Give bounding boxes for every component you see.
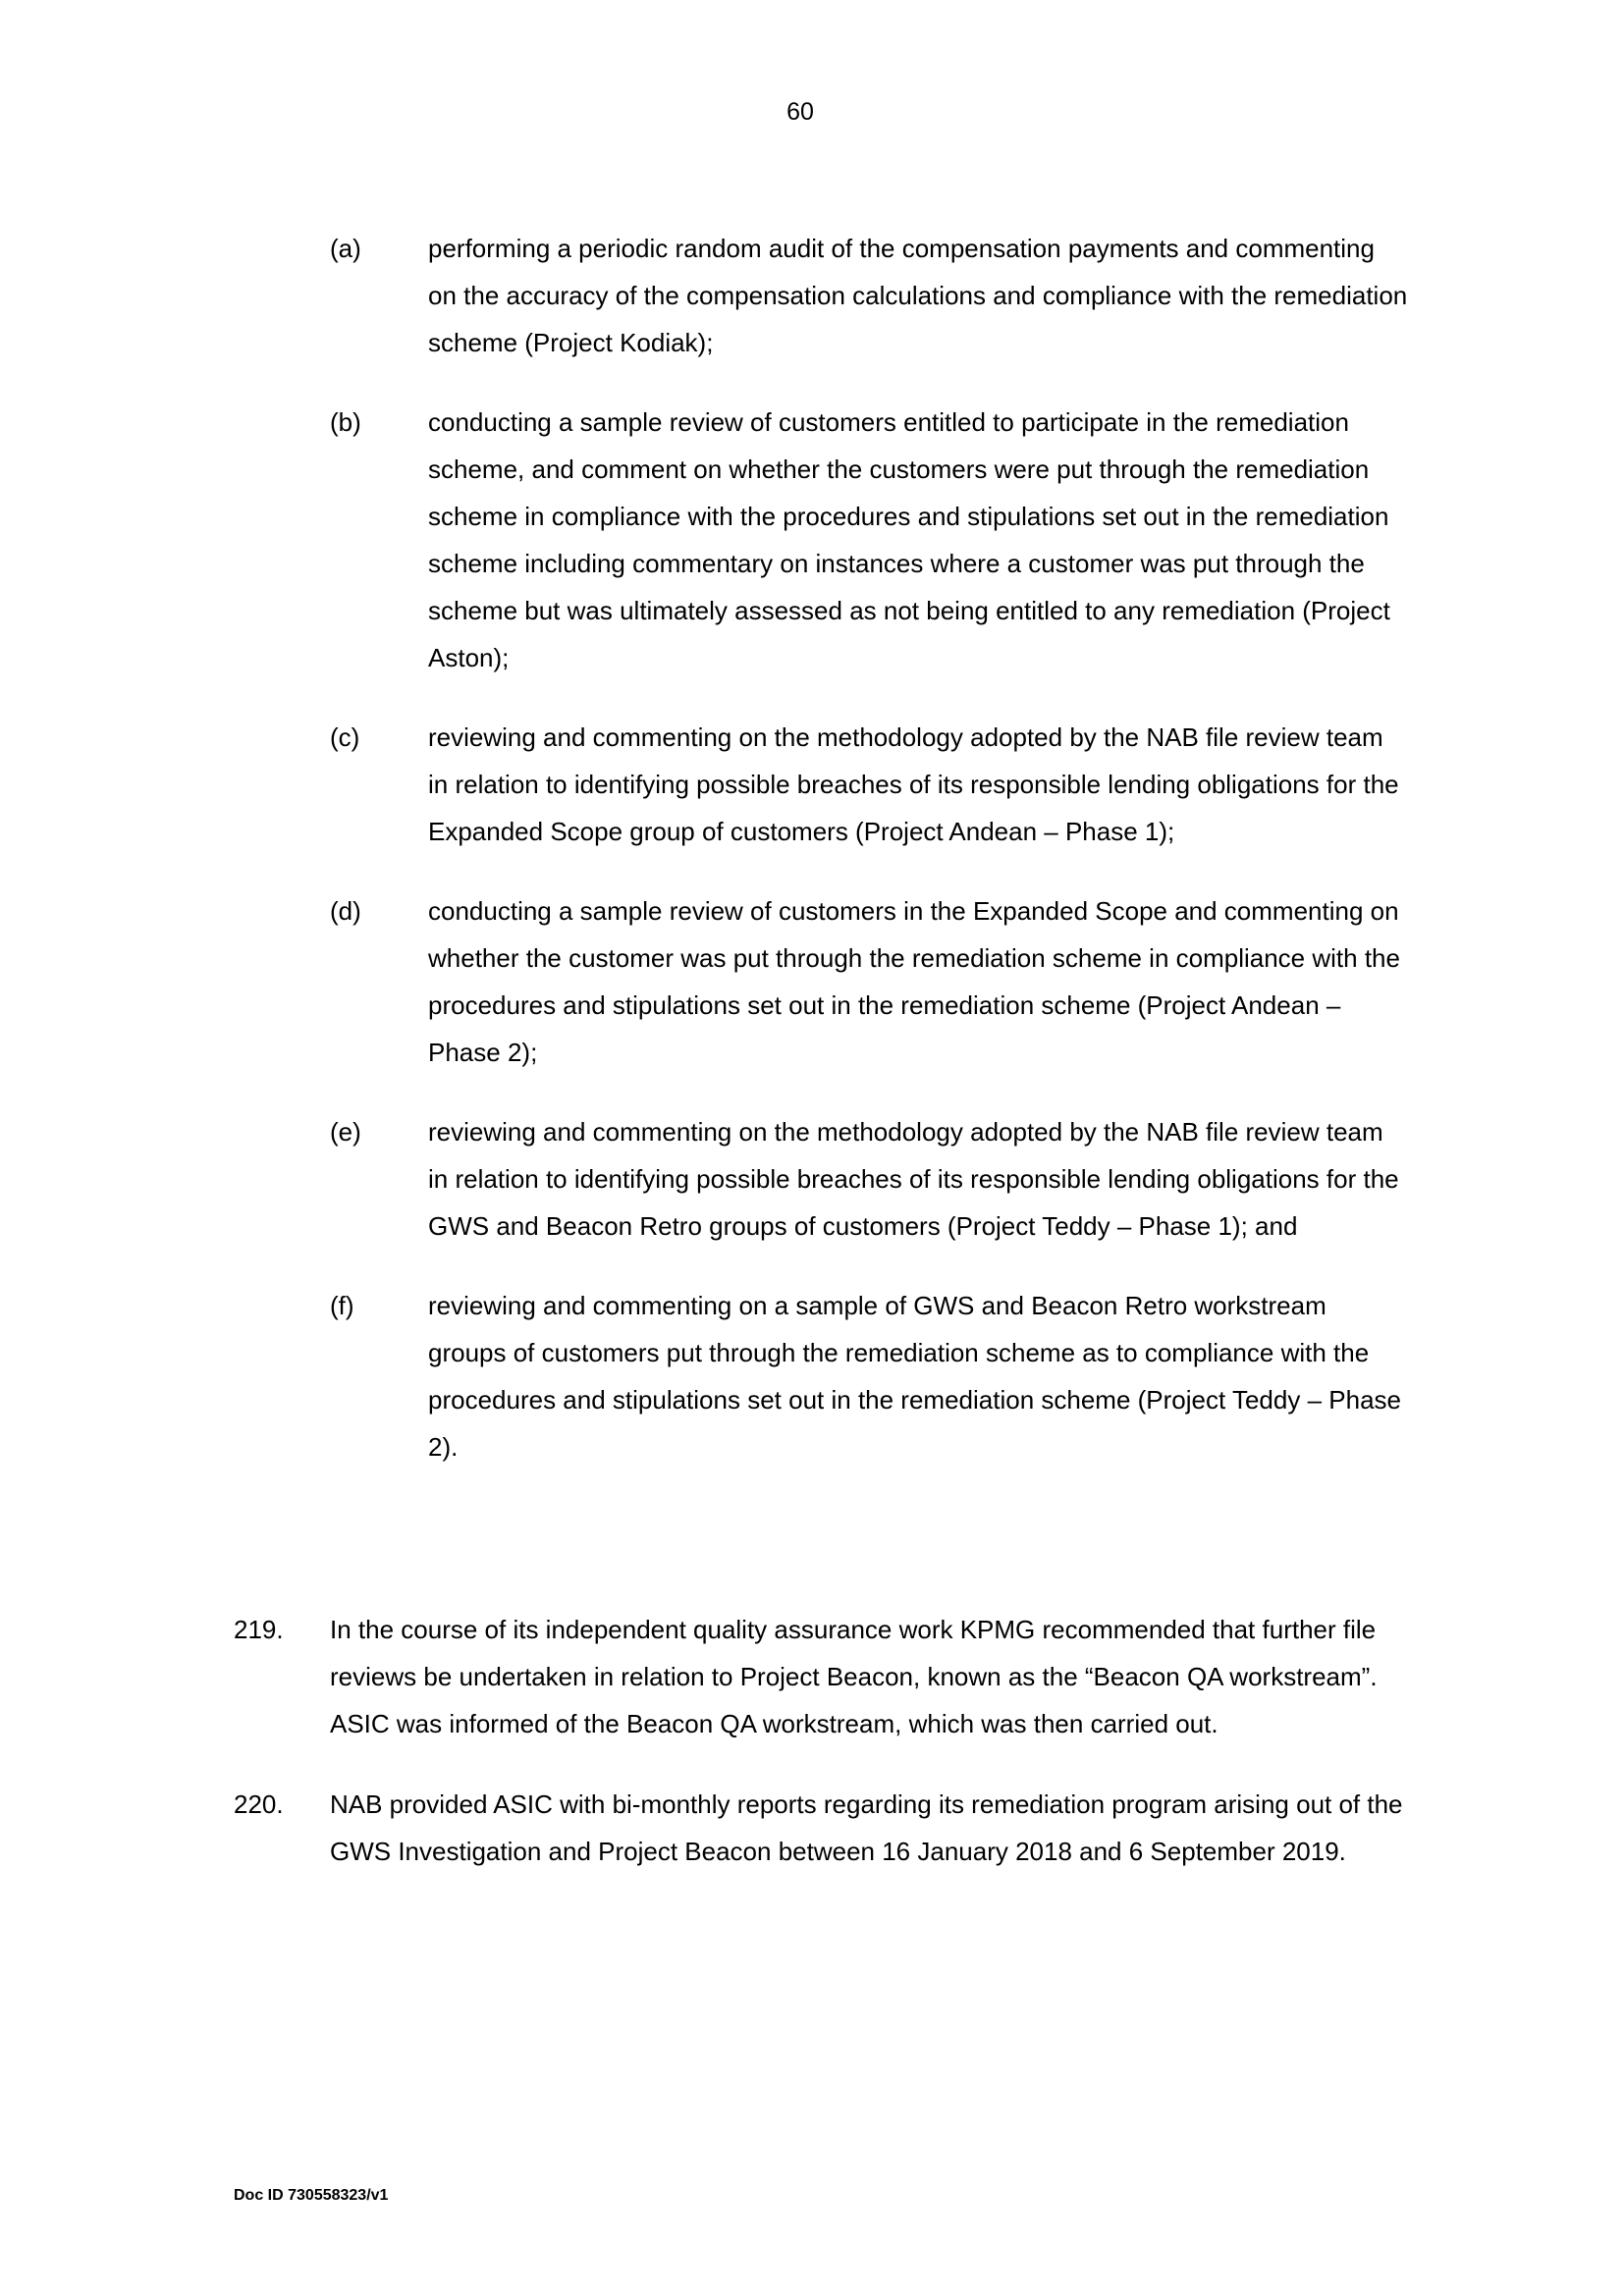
sub-paragraph-text: reviewing and commenting on a sample of GWS and Beacon Retro workstream groups of customers put through the remediation scheme as to compliance with the procedures and stipulations set out in the remediation scheme (Project Teddy – Phase 2). — [428, 1291, 1401, 1462]
sub-paragraph-e — [330, 1108, 1420, 1250]
sub-paragraph-d — [330, 887, 1420, 1076]
sub-paragraph-a — [330, 225, 1420, 366]
sub-paragraph-text: reviewing and commenting on the methodology adopted by the NAB file review team in relation to identifying possible breaches of its responsible lending obligations for the GWS and Beacon Retro groups of customers (Project Teddy – Phase 1); and — [428, 1117, 1399, 1241]
sub-paragraph-c — [330, 714, 1420, 855]
sub-paragraph-text: conducting a sample review of customers in the Expanded Scope and commenting on whether the customer was put through the remediation scheme in compliance with the procedures and stipulations set out in the remediation scheme (Project Andean – Phase 2); — [428, 896, 1400, 1067]
sub-paragraph-label: (c) — [330, 722, 360, 752]
sub-paragraph-text: reviewing and commenting on the methodology adopted by the NAB file review team in relation to identifying possible breaches of its responsible lending obligations for the Expanded Scope group of customers (Project Andean – Phase 1); — [428, 722, 1399, 846]
sub-paragraph-label: (a) — [330, 234, 361, 263]
sub-paragraph-label: (d) — [330, 896, 361, 926]
sub-paragraph-label: (b) — [330, 407, 361, 437]
numbered-paragraph-list — [234, 1606, 1420, 1908]
sub-paragraph-text: conducting a sample review of customers entitled to participate in the remediation scheme, and comment on whether the customers were put through the remediation scheme in compliance with the procedures and stipulations set out in the remediation scheme including commentary on instances where a customer was put through the scheme but was ultimately assessed as not being entitled to any remediation (Project Aston); — [428, 407, 1390, 672]
paragraph-number: 219. — [234, 1615, 284, 1644]
sub-paragraph-label: (f) — [330, 1291, 354, 1320]
paragraph-number: 220. — [234, 1789, 284, 1819]
doc-id-footer: Doc ID 730558323/v1 — [234, 2187, 389, 2204]
paragraph-219 — [234, 1606, 1420, 1747]
sub-paragraph-list — [330, 225, 1420, 1503]
sub-paragraph-label: (e) — [330, 1117, 361, 1147]
paragraph-220 — [234, 1781, 1420, 1875]
sub-paragraph-text: performing a periodic random audit of the compensation payments and commenting on the accuracy of the compensation calculations and compliance with the remediation scheme (Project Kodiak); — [428, 234, 1408, 357]
sub-paragraph-f — [330, 1282, 1420, 1470]
paragraph-text: In the course of its independent quality assurance work KPMG recommended that further file reviews be undertaken in relation to Project Beacon, known as the “Beacon QA workstream”. ASIC was informed of the Beacon QA workstream, which was then carried out. — [330, 1615, 1378, 1738]
sub-paragraph-b — [330, 399, 1420, 681]
page-number: 60 — [786, 98, 814, 126]
paragraph-text: NAB provided ASIC with bi-monthly reports regarding its remediation program arising out of the GWS Investigation and Project Beacon between 16 January 2018 and 6 September 2019. — [330, 1789, 1403, 1866]
